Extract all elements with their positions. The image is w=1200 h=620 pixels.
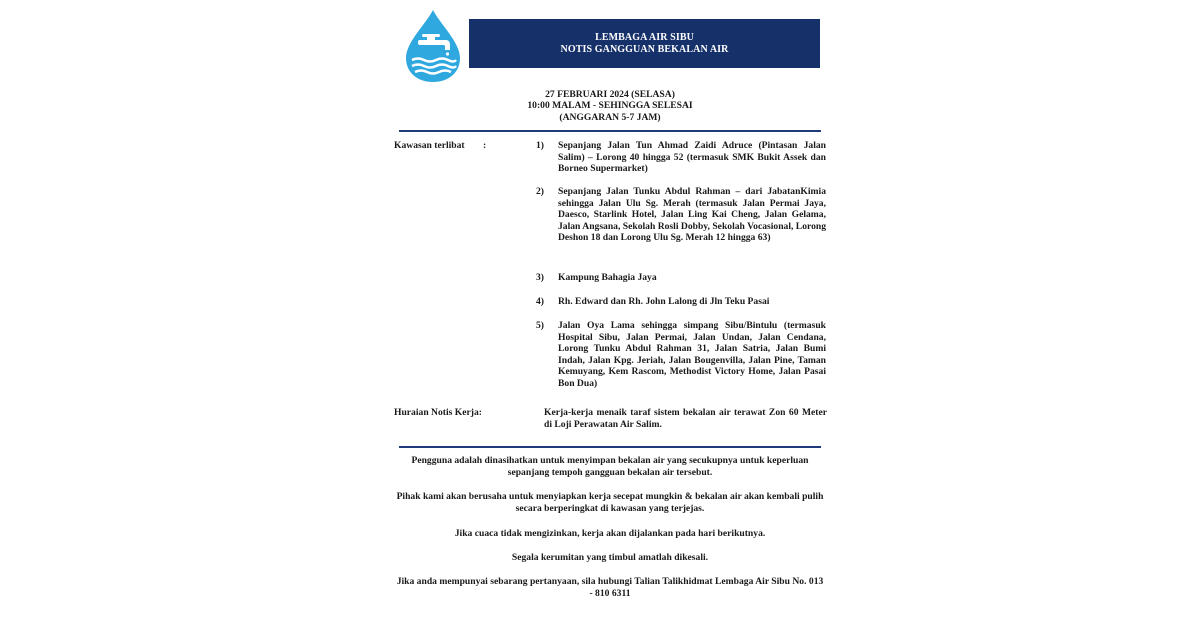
affected-area-text: Kampung Bahagia Jaya <box>558 272 657 283</box>
notice-title: NOTIS GANGGUAN BEKALAN AIR <box>560 43 729 55</box>
affected-area-text: Rh. Edward dan Rh. John Lalong di Jln Teku Pasai <box>558 296 770 307</box>
notice-date: 27 FEBRUARI 2024 (SELASA) <box>545 89 675 100</box>
affected-area-text: Jalan Oya Lama sehingga simpang Sibu/Bintulu (termasuk Hospital Sibu, Jalan Permai, Jalan Undan, Jalan Cendana, Lorong Tunku Abdul Rahman 31, Jalan Satria, Jalan Bumi Indah, Jalan Kpg. Jeriah, Jalan Bougenvilla, Jalan Pine, Taman Kemuyang, Kem Rascom, Methodist Victory Home, Jalan Pasai Bon Dua) <box>558 320 826 389</box>
affected-areas-label: Kawasan terlibat <box>394 140 465 151</box>
affected-area-text: Sepanjang Jalan Tunku Abdul Rahman – dari JabatanKimia sehingga Jalan Ulu Sg. Merah (termasuk Jalan Permai Jaya, Daesco, Starlink Hotel, Jalan Ling Kai Cheng, Jalan Gelama, Jalan Angsana, Sekolah Rosli Dobby, Sekolah Vocasional, Lorong Deshon 18 dan Lorong Ulu Sg. Merah 12 hingga 63) <box>558 186 827 244</box>
affected-area-number: 3) <box>536 272 544 283</box>
water-drop-faucet-logo-icon <box>400 8 466 84</box>
affected-area-number: 4) <box>536 296 544 307</box>
affected-area-item <box>536 272 826 284</box>
divider-top <box>399 130 821 132</box>
advisory-note: Jika cuaca tidak mengizinkan, kerja akan dijalankan pada hari berikutnya. <box>454 528 766 539</box>
affected-area-item <box>536 296 826 308</box>
affected-area-number: 5) <box>536 320 544 331</box>
advisory-note: Segala kerumitan yang timbul amatlah dikesali. <box>511 552 709 563</box>
work-description-label: Huraian Notis Kerja: <box>394 407 482 418</box>
notice-header-banner <box>469 19 820 68</box>
affected-areas-colon: : <box>483 140 487 151</box>
contact-note: Jika anda mempunyai sebarang pertanyaan, sila hubungi Talian Talikhidmat Lembaga Air Sibu No. 013 - 810 6311 <box>396 576 824 600</box>
affected-area-number: 1) <box>536 140 544 151</box>
notice-time: 10:00 MALAM - SEHINGGA SELESAI <box>527 100 693 112</box>
organization-title: LEMBAGA AIR SIBU <box>595 31 694 43</box>
schedule-block <box>400 89 820 123</box>
divider-bottom <box>399 446 821 448</box>
notice-duration-estimate: (ANGGARAN 5-7 JAM) <box>559 111 661 123</box>
advisory-note: Pengguna adalah dinasihatkan untuk menyimpan bekalan air yang secukupnya untuk keperluan sepanjang tempoh gangguan bekalan air tersebut. <box>411 455 809 479</box>
affected-area-number: 2) <box>536 186 544 197</box>
work-description-text: Kerja-kerja menaik taraf sistem bekalan air terawat Zon 60 Meter di Loji Perawatan Air Salim. <box>544 407 827 430</box>
advisory-note: Pihak kami akan berusaha untuk menyiapkan kerja secepat mungkin & bekalan air akan kembali pulih secara berperingkat di kawasan yang terjejas. <box>396 491 824 515</box>
affected-area-item <box>536 320 826 390</box>
affected-area-text: Sepanjang Jalan Tun Ahmad Zaidi Adruce (Pintasan Jalan Salim) – Lorong 40 hingga 52 (termasuk SMK Bukit Assek dan Borneo Supermarket) <box>558 140 826 175</box>
affected-area-item <box>536 186 826 244</box>
affected-area-item <box>536 140 826 175</box>
